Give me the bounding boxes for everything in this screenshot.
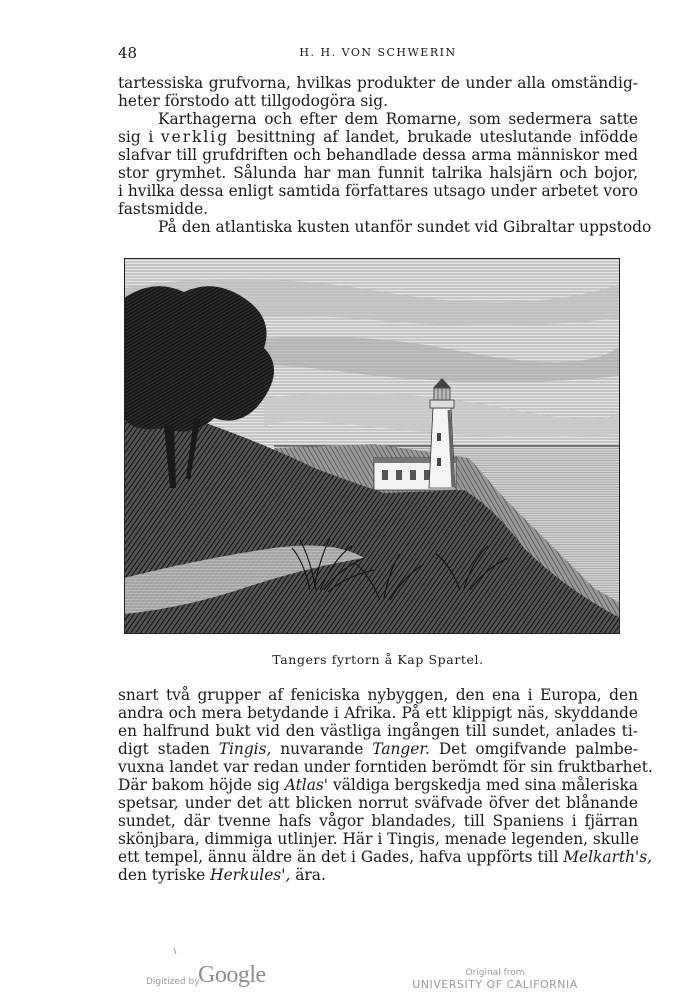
page-number: 48 (118, 44, 138, 62)
top-paragraphs (118, 74, 652, 236)
page-header (118, 44, 638, 64)
text-line: fastsmidde. (118, 200, 209, 218)
text-line (118, 776, 638, 794)
text-line (118, 848, 653, 866)
italic-run: Tingis, (218, 740, 272, 758)
text-run: ära. (290, 866, 326, 884)
italic-run: Herkules', (210, 866, 291, 884)
text-line (118, 128, 638, 146)
text-line: tartessiska grufvorna, hvilkas produkter de under alla omständig- (118, 74, 638, 92)
text-run: den tyriske (118, 866, 211, 884)
lighthouse-engraving (124, 258, 620, 634)
text-line: På den atlantiska kusten utanför sundet vid Gibraltar uppstodo (158, 218, 652, 236)
text-run: sig i (118, 128, 161, 146)
text-run: Där bakom höjde sig (118, 776, 285, 794)
text-line: sundet, där tvenne hafs vågor blandades, till Spaniens i fjärran (118, 812, 638, 830)
text-line: snart två grupper af feniciska nybyggen, den ena i Europa, den (118, 686, 638, 704)
original-from-watermark (410, 968, 580, 991)
text-line (118, 740, 638, 758)
text-line: stor grymhet. Sålunda har man funnit talrika halsjärn och bojor, (118, 164, 638, 182)
text-run: nuvarande (271, 740, 373, 758)
text-line: en halfrund bukt vid den västliga ingången till sundet, anlades ti- (118, 722, 638, 740)
text-run: digt staden (118, 740, 219, 758)
text-line (118, 866, 638, 884)
stray-mark (173, 948, 177, 954)
text-run: besittning af landet, brukade uteslutande infödde (229, 128, 638, 146)
text-run: ett tempel, ännu äldre än det i Gades, hafva uppförts till (118, 848, 564, 866)
google-logo: Google (198, 962, 266, 988)
bottom-paragraph (118, 686, 653, 884)
text-line: spetsar, under det att blicken norrut sväfvade öfver det blånande (118, 794, 638, 812)
italic-run: Melkarth's, (563, 848, 653, 866)
text-run: väldiga bergskedja med sina måleriska (328, 776, 638, 794)
text-line: slafvar till grufdriften och behandlade dessa arma människor med (118, 146, 638, 164)
university-name: UNIVERSITY OF CALIFORNIA (412, 978, 578, 991)
text-line: andra och mera betydande i Afrika. På ett klippigt näs, skyddande (118, 704, 638, 722)
original-from-label: Original from (465, 968, 525, 978)
text-line: skönjbara, dimmiga utlinjer. Här i Tingis, menade legenden, skulle (118, 830, 640, 848)
emphasis-spaced: verklig (160, 128, 230, 146)
text-line: heter förstodo att tillgodogöra sig. (118, 92, 388, 110)
italic-run: Tanger. (372, 740, 430, 758)
text-line: vuxna landet var redan under forntiden berömdt för sin fruktbarhet. (118, 758, 653, 776)
text-run: Det omgifvande palmbe- (429, 740, 639, 758)
running-head: H. H. VON SCHWERIN (299, 46, 457, 59)
digitized-by-label: Digitized by (146, 977, 200, 987)
figure-caption: Tangers fyrtorn å Kap Spartel. (272, 652, 484, 667)
italic-run: Atlas' (284, 776, 329, 794)
text-line: Karthagerna och efter dem Romarne, som sedermera satte (158, 110, 638, 128)
text-line: i hvilka dessa enligt samtida författares utsago under arbetet voro (118, 182, 638, 200)
